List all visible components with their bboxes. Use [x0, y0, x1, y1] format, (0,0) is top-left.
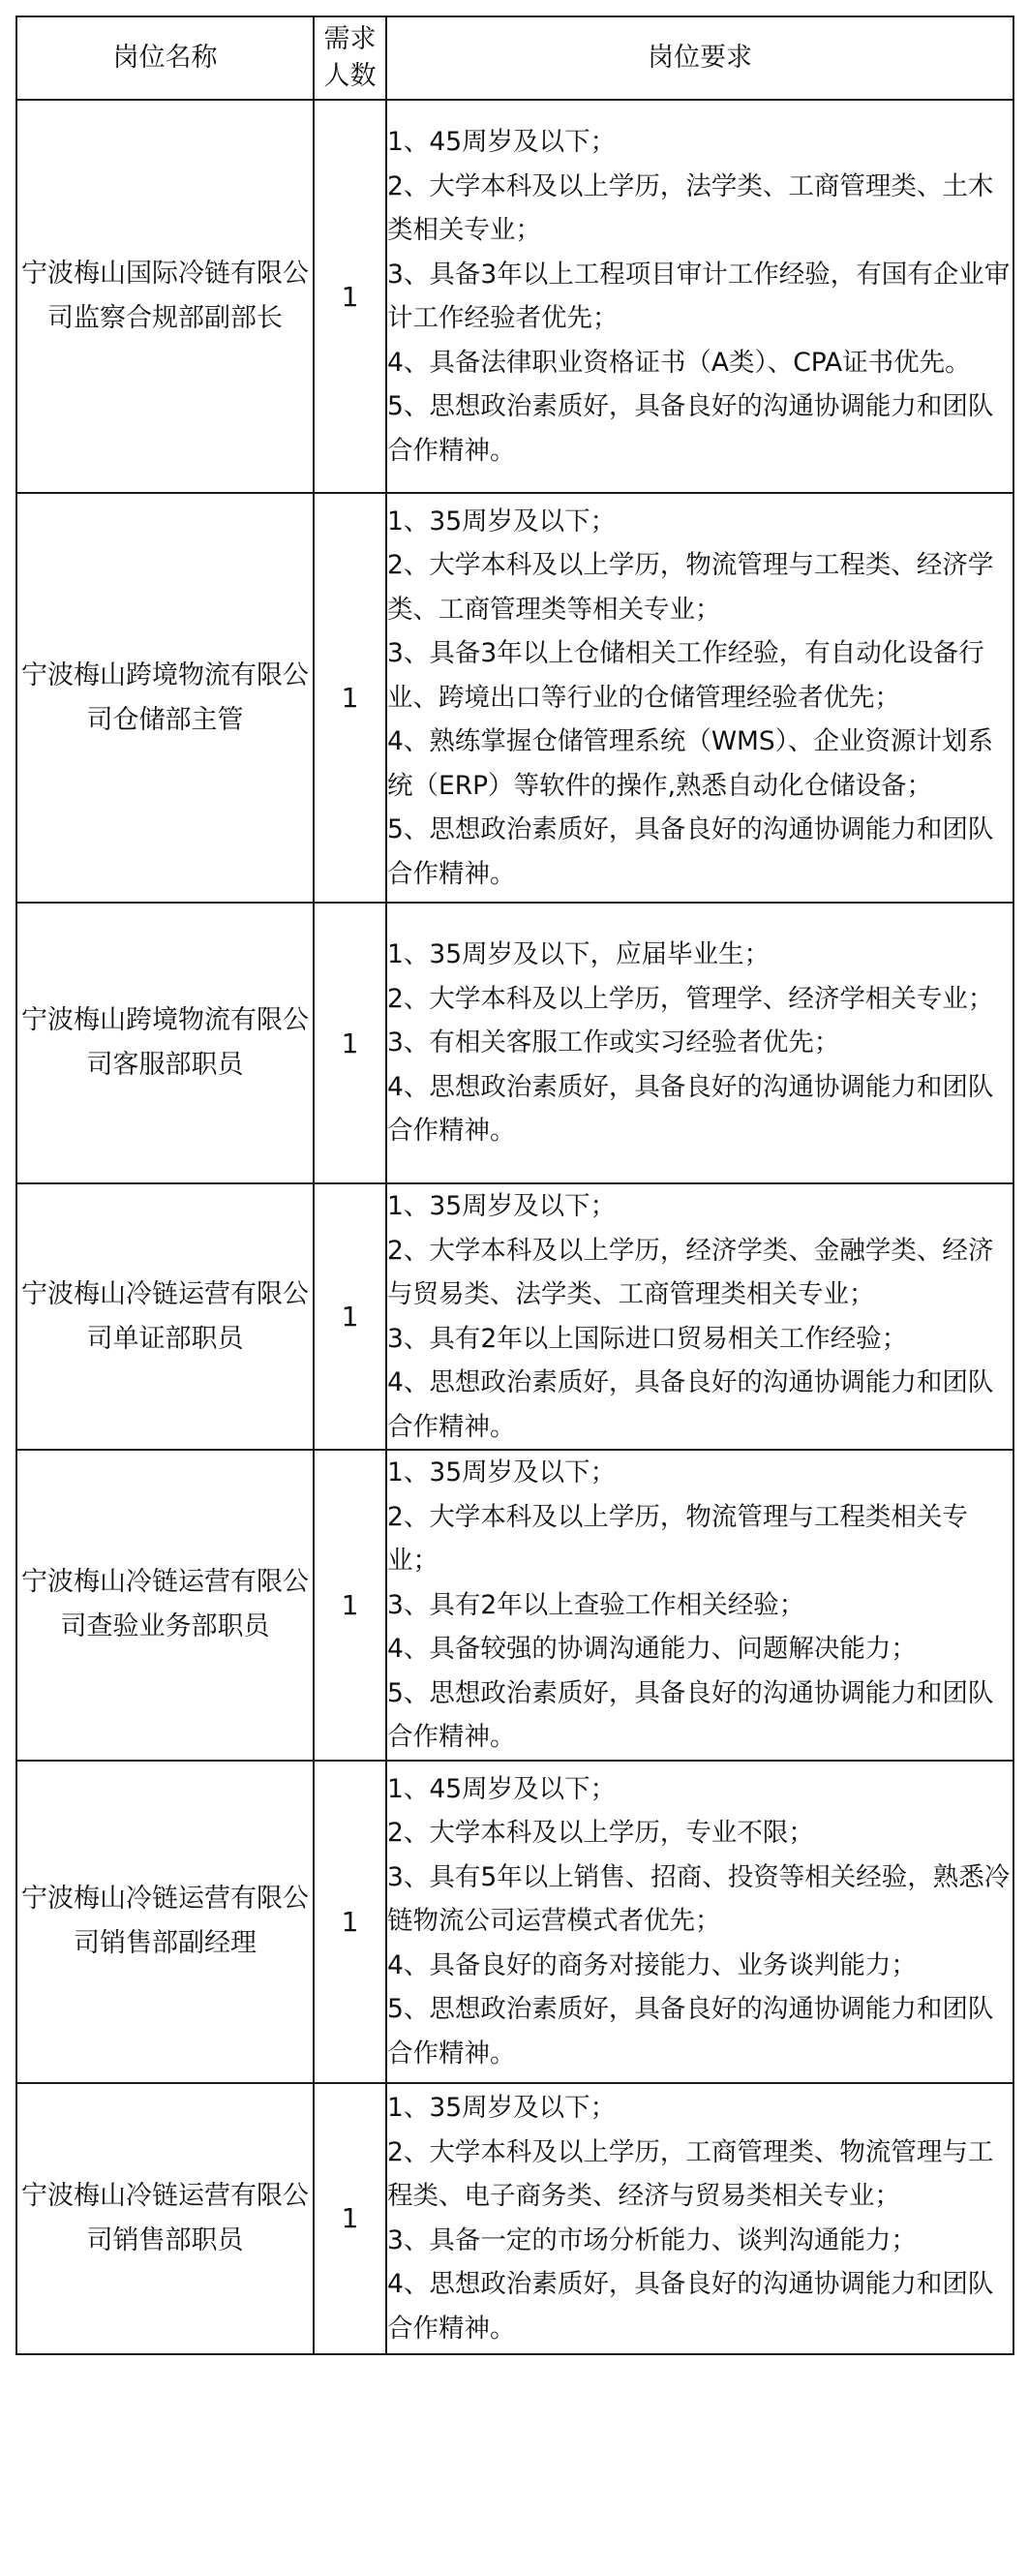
- requirements-cell: [386, 903, 1013, 1183]
- requirements-cell: [386, 100, 1013, 493]
- table-body: [16, 100, 1013, 2354]
- table-header-row: [16, 16, 1013, 100]
- requirement-item: 4、思想政治素质好，具备良好的沟通协调能力和团队合作精神。: [387, 1367, 994, 1442]
- requirement-item: 2、大学本科及以上学历，法学类、工商管理类、土木类相关专业；: [387, 170, 994, 245]
- position-name-cell: 宁波梅山跨境物流有限公司客服部职员: [16, 903, 314, 1183]
- requirement-item: 2、大学本科及以上学历，物流管理与工程类、经济学类、工商管理类等相关专业；: [387, 550, 994, 625]
- table-row: [16, 100, 1013, 493]
- table-row: [16, 2083, 1013, 2354]
- headcount-cell: 1: [314, 2083, 386, 2354]
- requirements-cell: [386, 2083, 1013, 2354]
- requirement-item: 2、大学本科及以上学历，管理学、经济学相关专业；: [387, 983, 994, 1014]
- requirement-item: 1、35周岁及以下；: [387, 2093, 617, 2123]
- position-name-cell: 宁波梅山冷链运营有限公司销售部副经理: [16, 1761, 314, 2083]
- headcount-cell: 1: [314, 1183, 386, 1450]
- header-position: 岗位名称: [16, 16, 314, 100]
- header-count-line2: 人数: [323, 61, 377, 91]
- requirement-item: 5、思想政治素质好，具备良好的沟通协调能力和团队合作精神。: [387, 391, 994, 466]
- requirement-item: 4、具备较强的协调沟通能力、问题解决能力；: [387, 1634, 917, 1664]
- header-count: [314, 16, 386, 100]
- requirement-item: 5、思想政治素质好，具备良好的沟通协调能力和团队合作精神。: [387, 1677, 994, 1752]
- requirement-item: 1、45周岁及以下；: [387, 1773, 617, 1804]
- requirement-item: 4、思想政治素质好，具备良好的沟通协调能力和团队合作精神。: [387, 2269, 994, 2344]
- requirement-item: 4、熟练掌握仓储管理系统（WMS）、企业资源计划系统（ERP）等软件的操作,熟悉自动化仓储设备；: [387, 726, 993, 801]
- table-row: [16, 903, 1013, 1183]
- requirement-item: 1、35周岁及以下；: [387, 506, 617, 537]
- table-row: [16, 1183, 1013, 1450]
- requirement-item: 1、45周岁及以下；: [387, 127, 617, 157]
- requirements-cell: [386, 1183, 1013, 1450]
- requirement-item: 3、具有2年以上查验工作相关经验；: [387, 1589, 805, 1620]
- headcount-cell: 1: [314, 1450, 386, 1761]
- requirement-item: 3、具备3年以上工程项目审计工作经验，有国有企业审计工作经验者优先；: [387, 259, 1011, 333]
- requirement-item: 1、35周岁及以下；: [387, 1191, 617, 1221]
- position-name-cell: 宁波梅山冷链运营有限公司销售部职员: [16, 2083, 314, 2354]
- header-count-line1: 需求: [323, 24, 377, 54]
- position-name-cell: 宁波梅山冷链运营有限公司单证部职员: [16, 1183, 314, 1450]
- headcount-cell: 1: [314, 493, 386, 903]
- position-name-cell: 宁波梅山冷链运营有限公司查验业务部职员: [16, 1450, 314, 1761]
- headcount-cell: 1: [314, 100, 386, 493]
- table-row: [16, 1761, 1013, 2083]
- requirement-item: 1、35周岁及以下；: [387, 1457, 617, 1487]
- requirement-item: 4、具备良好的商务对接能力、业务谈判能力；: [387, 1949, 917, 1980]
- requirement-item: 3、具有5年以上销售、招商、投资等相关经验，熟悉冷链物流公司运营模式者优先；: [387, 1861, 1011, 1937]
- requirement-item: 4、思想政治素质好，具备良好的沟通协调能力和团队合作精神。: [387, 1071, 994, 1147]
- requirement-item: 4、具备法律职业资格证书（A类）、CPA证书优先。: [387, 347, 971, 378]
- requirements-cell: [386, 1761, 1013, 2083]
- requirement-item: 2、大学本科及以上学历，经济学类、金融学类、经济与贸易类、法学类、工商管理类相关专业；: [387, 1235, 994, 1309]
- requirements-cell: [386, 1450, 1013, 1761]
- headcount-cell: 1: [314, 903, 386, 1183]
- headcount-cell: 1: [314, 1761, 386, 2083]
- requirement-item: 3、具有2年以上国际进口贸易相关工作经验；: [387, 1323, 908, 1354]
- job-positions-table: [15, 15, 1014, 2355]
- requirement-item: 3、具备一定的市场分析能力、谈判沟通能力；: [387, 2224, 917, 2255]
- requirement-item: 2、大学本科及以上学历，专业不限；: [387, 1818, 814, 1849]
- requirement-item: 3、有相关客服工作或实习经验者优先；: [387, 1027, 840, 1058]
- requirement-item: 3、具备3年以上仓储相关工作经验，有自动化设备行业、跨境出口等行业的仓储管理经验者优先；: [387, 638, 984, 713]
- position-name-cell: 宁波梅山国际冷链有限公司监察合规部副部长: [16, 100, 314, 493]
- requirement-item: 1、35周岁及以下，应届毕业生；: [387, 939, 771, 970]
- requirement-item: 5、思想政治素质好，具备良好的沟通协调能力和团队合作精神。: [387, 814, 994, 889]
- position-name-cell: 宁波梅山跨境物流有限公司仓储部主管: [16, 493, 314, 903]
- requirements-cell: [386, 493, 1013, 903]
- header-requirements: 岗位要求: [386, 16, 1013, 100]
- requirement-item: 2、大学本科及以上学历，物流管理与工程类相关专业；: [387, 1501, 968, 1576]
- requirement-item: 5、思想政治素质好，具备良好的沟通协调能力和团队合作精神。: [387, 1994, 994, 2069]
- table-row: [16, 1450, 1013, 1761]
- table-row: [16, 493, 1013, 903]
- requirement-item: 2、大学本科及以上学历，工商管理类、物流管理与工程类、电子商务类、经济与贸易类相关专业；: [387, 2136, 994, 2211]
